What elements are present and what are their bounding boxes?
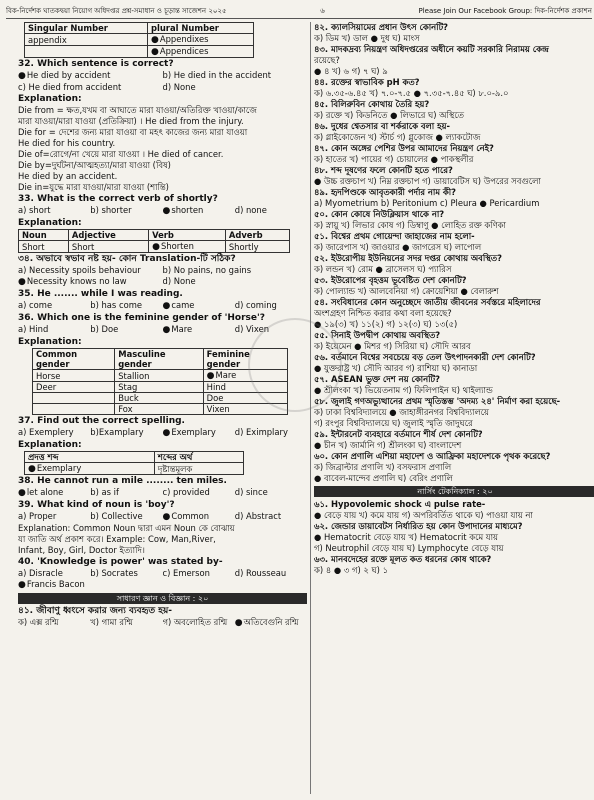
table-cell: দৃষ্টান্তমূলক [154,463,243,475]
option: a) Disracle [18,568,63,578]
question-33: 33. What is the correct verb of shortly? [18,194,218,204]
question-37: 37. Find out the correct spelling. [18,416,185,426]
text-line: ৫৬. বর্তমানে বিশ্বের সবচেয়ে বড় তেল উৎপাদনকারী দেশ কোনটি? [314,352,536,362]
table-header: Verb [149,230,226,241]
option: d) None [162,82,196,92]
text-line: ৫২. ইউরোপীয় ইউনিয়নের সদর দপ্তর কোথায় অবস্থিত? [314,253,502,263]
answer-option: ● Mare [163,324,235,336]
table-cell: Doe [203,393,287,404]
table-cell: Stallion [115,370,203,382]
answer-option: ● shorten [163,205,235,217]
text-line: ৪২. ক্যালসিয়ামের প্রধান উৎস কোনটি? [314,22,449,32]
option: d) since [234,487,268,497]
question-39: 39. What kind of noun is 'boy'? [18,500,175,510]
table-header: Adjective [68,230,148,241]
option: d) None [162,276,196,286]
text-line: গ) রংপুর বিশ্ববিদ্যালয়ে ঘ) জুলাই স্মৃতি জাদুঘরে [314,418,473,428]
option: b) has come [90,300,143,310]
text-line: ৫০. কোন কোষে নিউক্লিয়াস থাকে না? [314,209,445,219]
table-cell: Vixen [203,404,287,415]
text-line: a) Myometrium b) Peritonium c) Pleura ● Pericardium [314,198,540,208]
table-cell: Horse [33,370,115,382]
explanation-line: Die by=দুর্ঘটনা/আত্মহত্যা/মারা যাওয়া (বিষ) [18,160,171,170]
table-cell: ● Exemplary [25,463,155,475]
option: খ) গামা রশ্মি [90,617,133,627]
text-line: ৪৫. বিলিরুবিন কোথায় তৈরি হয়? [314,99,430,109]
text-line: ৫৭. ASEAN ভুক্ত দেশ নয় কোনটি? [314,374,440,384]
text-line: ক) পোল্যান্ড খ) আলবেনিয়া গ) ক্রোয়েশিয়া ● বেলারুশ [314,286,499,296]
explanation-label: Explanation: [18,440,82,450]
explanation-line: Die for = দেশের জন্য মারা যাওয়া বা মহৎ কাজের জন্য মারা যাওয়া [18,127,248,137]
table-header: Noun [19,230,69,241]
option: c) Emerson [162,568,210,578]
text-line: ক) স্নায়ু খ) লিভার কোষ গ) ডিম্বাণু ● লোহিত রক্ত কণিকা [314,220,506,230]
right-column [310,22,594,794]
option: ক) এক্স রশ্মি [18,617,59,627]
text-line: ৫৮. জুলাই গণঅভ্যুত্থানের প্রথম স্মৃতিস্তম্ভ 'অদম্য ২৪' নির্মাণ করা হয়েছে- [314,396,561,406]
left-column [18,22,307,794]
option: d) coming [234,300,277,310]
table-cell: appendix [25,34,148,46]
option: d) Vixen [234,324,270,334]
text-line: ৫১. বিশ্বের প্রথম গোয়েন্দা জাহাজের নাম হলো- [314,231,475,241]
option: a) Exemplery [18,427,74,437]
word-form-table [18,229,290,253]
table-cell: Short [19,241,69,253]
text-line: ৪৪. রক্তের স্বাভাবিক pH কত? [314,77,420,87]
option: c) He died from accident [18,82,122,92]
text-line: ৫৩. ইউরোপের বৃহত্তম ভূবেষ্টিত দেশ কোনটি? [314,275,467,285]
option: b)Examplary [90,427,144,437]
answer-option: ● Necessity knows no law [18,276,163,288]
answer-option: ● Francis Bacon [18,579,307,591]
table-cell: Fox [115,404,203,415]
table-header: Masculine gender [115,349,203,370]
question-34: ৩৪. অভাবে স্বভাব নষ্ট হয়- কোন Translation-টি সঠিক? [18,254,236,264]
explanation-line: Die in=যুদ্ধে মারা যাওয়া/মারা যাওয়া (শান্তি) [18,182,169,192]
option: a) Hind [18,324,49,334]
text-line: ক) জারেপাস খ) জাওয়ার ● জাগরেস ঘ) লাপোল [314,242,482,252]
text-line: ● বাবেল-মান্দেব প্রণালি ঘ) বেরিং প্রণালি [314,473,453,483]
text-line: ক) ডিম খ) ডাল ● দুধ ঘ) মাংস [314,33,420,43]
text-line: ৬৩. মানবদেহের রক্তে মূলত কত ধরনের কোষ থাকে? [314,554,492,564]
table-cell: Hind [203,382,287,393]
answer-option: ● came [163,300,235,312]
option: d) none [234,205,267,215]
explanation-label: Explanation: [18,218,82,228]
text-line: ক) ঢাকা বিশ্ববিদ্যালয়ে ● জাহাঙ্গীরনগর বিশ্ববিদ্যালয়ে [314,407,489,417]
option: b) He died in the accident [162,70,272,80]
text-line: ৪৭. কোন অঙ্গের পেশির উপর আমাদের নিয়ন্ত্রণ নেই? [314,143,494,153]
answer-option: ● অতিবেগুনি রশ্মি [235,617,307,629]
text-line: ক) জিব্রাল্টার প্রণালি খ) বসফরাস প্রণালি [314,462,452,472]
table-cell: Shortly [225,241,289,253]
answer-option: ● He died by accident [18,70,163,82]
option: গ) অবলোহিত রশ্মি [162,617,228,627]
explanation-line: He died for his country. [18,138,116,148]
question-35: 35. He ....... while I was reading. [18,289,183,299]
explanation-line: Die of=রোগে/না খেয়ে মারা যাওয়া । He died of cancer. [18,149,224,159]
text-line: ক) ৬.৩৫-৬.৪৫ খ) ৭.০-৭.৫ ● ৭.৩৫-৭.৪৫ ঘ) ৮.০-৯.০ [314,88,509,98]
text-line: ● বেড়ে যায় খ) কমে যায় গ) অপরিবর্তিত থাকে ঘ) পাওয়া যায় না [314,510,533,520]
option: b) Collective [90,511,143,521]
section-heading: নার্সিং টেকনিক্যাল : ২০ [314,486,594,497]
text-line: ● যুক্তরাষ্ট্র খ) সৌদি আরব গ) রাশিয়া ঘ) কানাডা [314,363,478,373]
text-line: ক) হাতের খ) পায়ের গ) চোয়ালের ● পাকস্থলীর [314,154,474,164]
question-38: 38. He cannot run a mile ........ ten miles. [18,476,227,486]
facebook-notice: Please Join Our Facebook Group: দিক-নির্দেশক প্রকাশন [418,7,592,15]
text-line: ক) ৪ ● ৩ গ) ২ ঘ) ১ [314,565,389,575]
table-cell: ● Shorten [149,241,226,253]
explanation-line: He died by an accident. [18,171,118,181]
page-number: ৬ [320,7,325,15]
text-line: ক) লন্ডন খ) রোম ● ব্রাসেলস ঘ) প্যারিস [314,264,452,274]
explanation-line: Explanation: Common Noun দ্বারা এমন Noun কে বোঝায় [18,523,235,533]
option: b) No pains, no gains [162,265,252,275]
question-list [314,499,594,576]
text-line: ● শ্রীলংকা খ) ভিয়েতনাম গ) ফিলিপাইন ঘ) থাইল্যান্ড [314,385,493,395]
table-cell: ● Appendices [147,46,253,58]
text-line: ● উচ্চ রক্তচাপ খ) নিম্ন রক্তচাপ গ) ডায়াবেটিস ঘ) উপরের সবগুলো [314,176,541,186]
option: a) Necessity spoils behaviour [18,265,141,275]
text-line: ৪৮. শব্দ দূষণের ফলে কোনটি হতে পারে? [314,165,453,175]
text-line: রয়েছে? [314,55,340,65]
text-line: ● চীন খ) জার্মানি গ) শ্রীলংকা ঘ) বাংলাদেশ [314,440,462,450]
question-32: 32. Which sentence is correct? [18,59,174,69]
option: a) come [18,300,53,310]
text-line: ● Hematocrit বেড়ে যায় খ) Hematocrit কমে যায় [314,532,498,542]
watermark-logo [248,318,342,412]
question-41: ৪১. জীবাণু ধ্বংসে করার জন্য ব্যবহৃত হয়- [18,606,173,616]
table-header: Singular Number [25,23,148,34]
text-line: ● ১৯(৩) খ) ১১(২) গ) ১২(৩) ঘ) ১৩(৫) [314,319,458,329]
text-line: ৬২. জেন্ডার ডায়াবেটস নির্ধারিত হয় কোন উপাদানের মাধ্যমে? [314,521,523,531]
table-cell: Buck [115,393,203,404]
explanation-line: Die from = ক্ষত,যখম বা আঘাতে মারা যাওয়া/অতিরিক্ত খাওয়া/কাজে [18,105,257,115]
table-cell: Deer [33,382,115,393]
option: c) provided [162,487,210,497]
table-cell: ● Appendixes [147,34,253,46]
section-heading: সাধারণ জ্ঞান ও বিজ্ঞান : ২০ [18,593,307,604]
text-line: ৫৫. সিনাই উপদ্বীপ কোথায় অবস্থিত? [314,330,441,340]
table-header: শব্দের অর্থ [154,452,243,463]
header-title: বিক-নির্দেশক ঘাতকদ্বয়া নিয়োগ অধিদপ্তর প্রশ্ন-সমাধান ও চূড়ান্ত সাজেশন ২০২৫ [6,7,227,15]
text-line: ● ৪ খ) ৬ গ) ৭ ঘ) ৯ [314,66,388,76]
page-header [6,4,592,19]
text-line: ৪৩. মাদকদ্রব্য নিয়ন্ত্রণ অধিদপ্তরের অধীনে কয়টি সরকারি নিরাময় কেন্দ্র [314,44,549,54]
text-line: ৪৯. হৃদপিণ্ডকে আবৃতকারী পর্দার নাম কী? [314,187,457,197]
answer-option: ● Exemplary [163,427,235,439]
answer-option: ● Common [163,511,235,523]
option: d) Rousseau [234,568,287,578]
table-header: plural Number [147,23,253,34]
table-cell: Stag [115,382,203,393]
table-header: Adverb [225,230,289,241]
option: b) shorter [90,205,132,215]
text-line: ৬০. কোন প্রণালি এশিয়া মহাদেশ ও আফ্রিকা মহাদেশকে পৃথক করেছে? [314,451,551,461]
explanation-label: Explanation: [18,94,82,104]
text-line: ক) ইয়েমেন ● মিশর গ) সিরিয়া ঘ) সৌদি আরব [314,341,471,351]
table-cell [33,393,115,404]
question-36: 36. Which one is the feminine gender of 'Horse'? [18,313,265,323]
explanation-label: Explanation: [18,337,82,347]
option: b) Socrates [90,568,138,578]
table-header: Feminine gender [203,349,287,370]
question-40: 40. 'Knowledge is power' was stated by- [18,557,223,567]
option: d) Abstract [234,511,282,521]
explanation-line: যা জাতি অর্থ প্রকাশ করে। Example: Cow, Man,River, [18,534,216,544]
text-line: ক) গ্লাইকোজেন খ) স্টার্চ গ) গ্লুকোজ ● ল্যাকটোজ [314,132,481,142]
explanation-line: মারা যাওয়া/মারা যাওয়া (প্রতিক্রিয়া) । He died from the injury. [18,116,244,126]
option: a) short [18,205,51,215]
option: d) Eximplary [234,427,288,437]
explanation-line: Infant, Boy, Girl, Doctor ইত্যাদি। [18,545,145,555]
answer-option: ● let alone [18,487,90,499]
table-cell [33,404,115,415]
option: a) Proper [18,511,57,521]
text-line: ৫৪. সংবিধানের কোন অনুচ্ছেদে জাতীয় জীবনের সর্বস্তরে মহিলাদের [314,297,541,307]
table-cell: ● Mare [203,370,287,382]
question-list [314,22,594,484]
spelling-table [24,451,244,475]
text-line: ৫৯. ইন্টারনেট ব্যবহারে বর্তমানে শীর্ষ দেশ কোনটি? [314,429,483,439]
table-header: প্রদত্ত শব্দ [25,452,155,463]
text-line: ৪৬. দুধের শ্বেতসার বা শর্করাকে বলা হয়- [314,121,450,131]
option: b) Doe [90,324,119,334]
text-line: অংশগ্রহণ নিশ্চিত করার কথা বলা হয়েছে? [314,308,452,318]
table-header: Common gender [33,349,115,370]
text-line: গ) Neutrophil বেড়ে যায় ঘ) Lymphocyte বেড়ে যায় [314,543,504,553]
option: b) as if [90,487,119,497]
text-line: ক) রক্তে খ) কিডনিতে ● লিভারে ঘ) অস্থিতে [314,110,464,120]
plural-table [24,22,254,58]
text-line: ৬১. Hypovolemic shock এ pulse rate- [314,499,486,509]
table-cell: Short [68,241,148,253]
